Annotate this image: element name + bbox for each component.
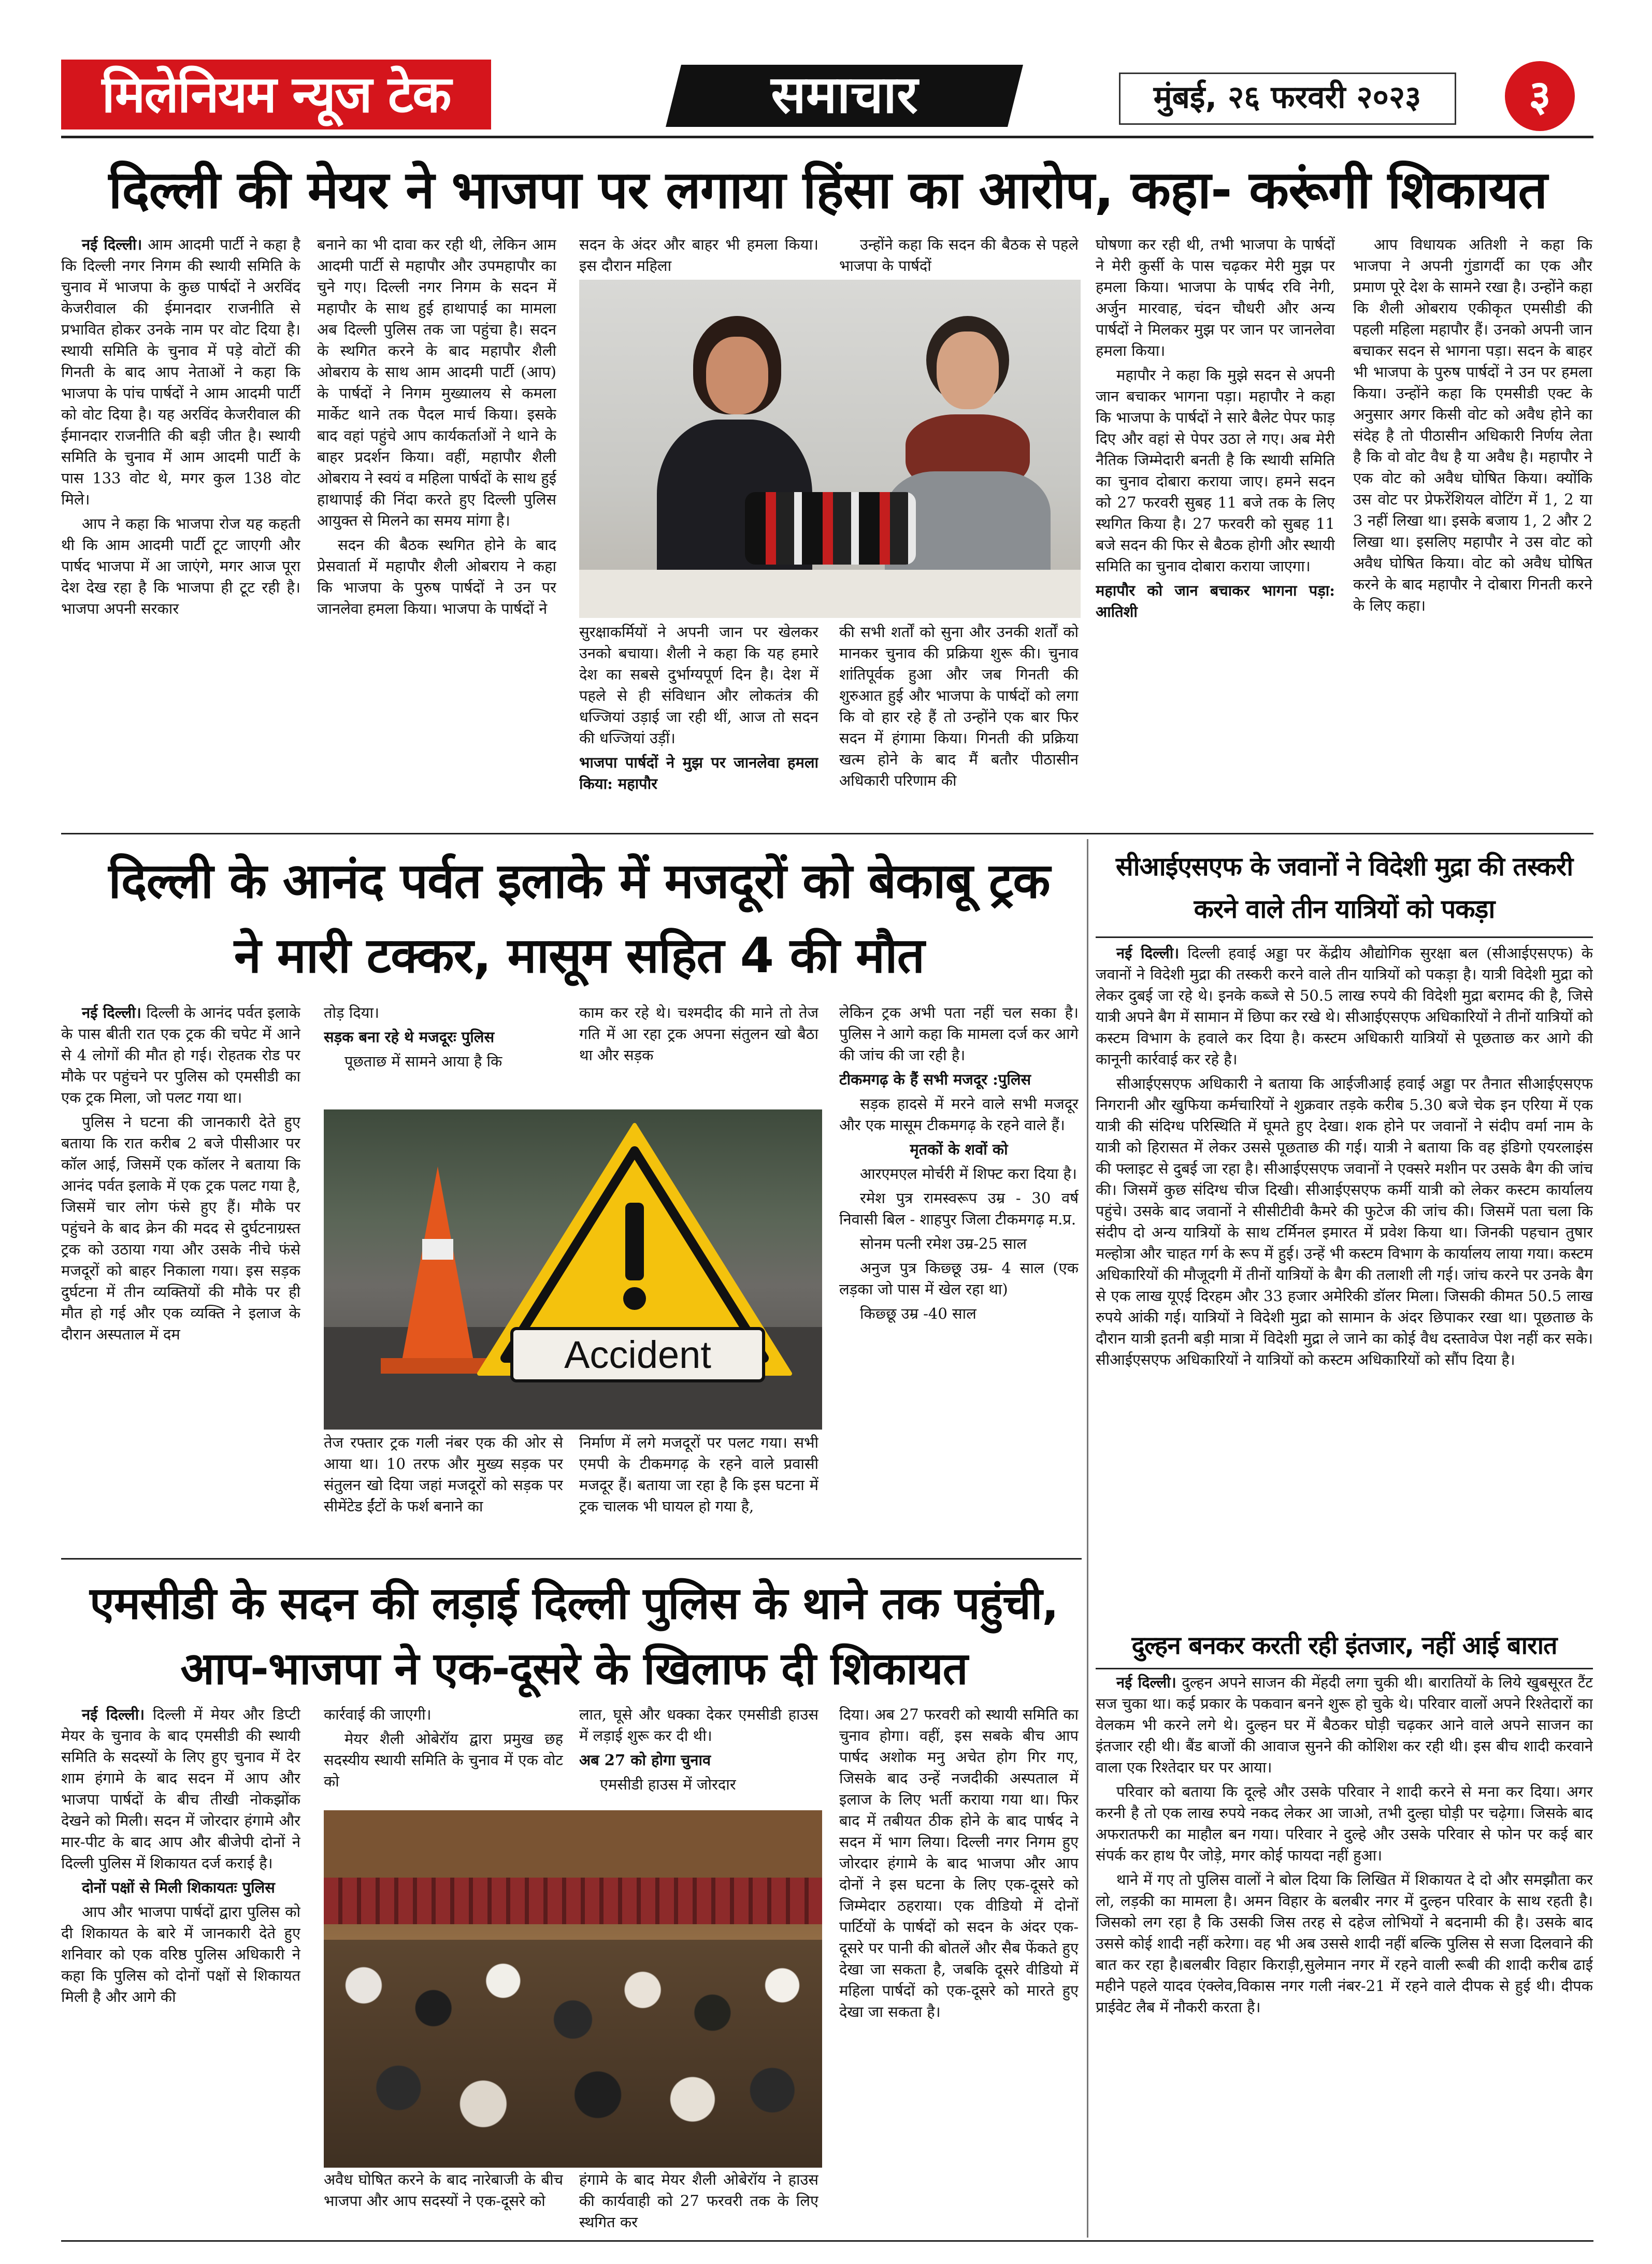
paragraph: अनुज पुत्र किछ्छू उम्र- 4 साल (एक लड़का जो पास में खेल रहा था): [839, 1259, 1079, 1298]
paragraph: लात, घूसे और धक्का देकर एमसीडी हाउस में लड़ाई शुरू कर दी थी।: [579, 1706, 818, 1744]
story5-headline: दुल्हन बनकर करती रही इंतजार, नहीं आई बारात: [1131, 1631, 1557, 1660]
story1-col2: [317, 234, 556, 826]
table: [579, 570, 1081, 618]
subheading: टीकमगढ़ के हैं सभी मजदूर :पुलिस: [839, 1071, 1031, 1088]
story4-col3-top: [579, 1704, 818, 1808]
paragraph: दिया। अब 27 फरवरी को स्थायी समिति का चुनाव होगा। वहीं, इस सबके बीच आप पार्षद अशोक मनु अचेत होग गिर गए, जिसके बाद उन्हें नजदीकी अस्पताल में इलाज के लिए भर्ती कराया गया था। फिर बाद में तबीयत ठीक होने के बाद पार्षद ने सदन में भाग लिया। दिल्ली नगर निगम हुए जोरदार हंगामे के बाद भाजपा और आप दोनों ने इस घटना के लिए एक-दूसरे को जिम्मेदार ठहराया। एक वीडियो में दोनों पार्टियों के पार्षदों को सदन के अंदर एक-दूसरे पर पानी की बोतलें और सैब फेंकते हुए देखा जा सकता है, जबकि दूसरे वीडियो में महिला पार्षदों को एक-दूसरे को मारते हुए देखा जा सकता है।: [839, 1706, 1079, 2021]
story4-col3-bottom: [579, 2169, 818, 2237]
story2-col2-top: [324, 1002, 563, 1106]
paragraph: मेयर शैली ओबेरॉय द्वारा प्रमुख छह सदस्यीय स्थायी समिति के चुनाव में एक वोट को: [324, 1730, 563, 1790]
story4-headline-line2: आप-भाजपा ने एक-दूसरे के खिलाफ दी शिकायत: [180, 1643, 968, 1695]
subheading: मृतकों के शवों को: [910, 1141, 1008, 1158]
paragraph: आप ने कहा कि भाजपा रोज यह कहती थी कि आम आदमी पार्टी टूट जाएगी और पार्षद भाजपा में आ जाएंगे, मगर आज पूरा देश देख रहा है कि भाजपा ही टूट रही है। भाजपा अपनी सरकार: [61, 515, 300, 617]
subheading: सड़क बना रहे थे मजदूरः पुलिस: [324, 1028, 495, 1046]
crowd: [324, 1940, 822, 2168]
paragraph: आप और भाजपा पार्षदों द्वारा पुलिस को दी शिकायत के बारे में जानकारी देते हुए शनिवार को एक वरिष्ठ पुलिस अधिकारी ने कहा कि पुलिस को दोनों पक्षों से शिकायत मिली है और आगे की: [61, 1903, 300, 2006]
story1-col3-bottom: [579, 622, 818, 826]
story1-col1: [61, 234, 300, 826]
story2-col2-bottom: [324, 1432, 563, 1552]
accident-photo: [324, 1109, 822, 1430]
paragraph: थाने में गए तो पुलिस वालों ने बोल दिया कि लिखित में शिकायत दे दो और समझौता कर लो, लड़की का मामला है। अमन विहार के बलबीर नगर में दुल्हन परिवार के साथ रहती है। जिसको लग रहा है कि उसकी जिस तरह से दहेज लोभियों ने बदनामी की है। उसके बाद उससे कोई शादी नहीं करेगा। वह भी अब उससे शादी नहीं बल्कि पुलिस से सजा दिलवाने की बात कर रहा है।बलबीर विहार किराड़ी,सुलेमान नगर में रहने वाली रूबी की शादी करीब ढाई महीने पहले यादव एंक्लेव,विकास नगर गली नंबर-21 में रहने वाले दीपक से हुई थी। दीपक प्राईवेट लैब में नौकरी करता है।: [1096, 1871, 1593, 2016]
cone-stripe: [422, 1239, 453, 1260]
story1-col4-bottom: [839, 622, 1079, 826]
story4-col1: [61, 1704, 300, 2232]
gallery-seats: [324, 1878, 822, 1924]
paragraph: सुरक्षाकर्मियों ने अपनी जान पर खेलकर उनको बचाया। शैली ने कहा कि यह हमारे देश का सबसे दुर्भाग्यपूर्ण दिन है। देश में पहले से ही संविधान और लोकतंत्र की धज्जियां उड़ाई जा रही थीं, आज तो सदन की धज्जियां उड़ीं।: [579, 623, 818, 747]
subheading: महापौर को जान बचाकर भागना पड़ा: आतिशी: [1096, 582, 1335, 621]
paragraph: सदन के अंदर और बाहर भी हमला किया। इस दौरान महिला: [579, 236, 818, 275]
paragraph: लेकिन ट्रक अभी पता नहीं चल सका है। पुलिस ने आगे कहा कि मामला दर्ज कर आगे की जांच की जा रही है।: [839, 1004, 1079, 1064]
story3-body: [1096, 943, 1593, 1611]
accident-label-text: Accident: [564, 1333, 711, 1376]
page-number: ३: [1529, 71, 1551, 121]
paragraph: दिल्ली हवाई अड्डा पर केंद्रीय औद्योगिक सुरक्षा बल (सीआईएसएफ) के जवानों ने विदेशी मुद्रा की तस्करी करने वाले तीन यात्रियों को पकड़ा है। यात्री विदेशी मुद्रा को लेकर दुबई जा रहे थे। इनके कब्जे से 50.5 लाख रुपये की विदेशी मुद्रा बरामद की है, जिसे यात्री अपने बैग में सामान में छिपा कर रखे थे। सीआईएसएफ अधिकारियों ने तीनों यात्रियों को कस्टम विभाग के हवाले कर दिया है। कस्टम अधिकारी यात्रियों से पूछताछ कर आगे की कानूनी कार्रवाई कर रहे है।: [1096, 944, 1593, 1068]
paragraph: सोनम पत्नी रमेश उम्र-25 साल: [860, 1235, 1027, 1252]
story5-headline-rule: [1096, 1668, 1593, 1669]
press-conference-photo: [579, 280, 1081, 618]
paragraph: महापौर ने कहा कि मुझे सदन से अपनी जान बचाकर भागना पड़ा। महापौर ने कहा कि भाजपा के पार्षदों ने सारे बैलेट पेपर फाड़ दिए और वहां से पेपर उठा ले गए। अब मेरी नैतिक जिम्मेदारी बनती है कि स्थायी समिति का चुनाव दोबारा कराया जाए। हमने सदन को 27 फरवरी सुबह 11 बजे तक के लिए स्थगित किया है। 27 फरवरी को सुबह 11 बजे सदन की फिर से बैठक होगी और स्थायी समिति का चुनाव दोबारा कराया जाएगा।: [1096, 366, 1335, 575]
story5-body: [1096, 1672, 1593, 2238]
story1-col6: [1353, 234, 1592, 826]
paragraph: हंगामे के बाद मेयर शैली ओबेरॉय ने हाउस की कार्यवाही को 27 फरवरी तक के लिए स्थगित कर: [579, 2171, 818, 2231]
dateline: नई दिल्ली।: [82, 236, 142, 253]
dateline: नई दिल्ली।: [82, 1706, 145, 1723]
paragraph: सीआईएसएफ अधिकारी ने बताया कि आईजीआई हवाई अड्डा पर तैनात सीआईएसएफ निगरानी और खुफिया कर्मचारियों ने शुक्रवार तड़के करीब 5.30 बजे चेक इन एरिया में एक यात्री की संदिग्ध परिस्थिति में घूमते हुए देखा। शक होने पर जवानों ने संदीप वर्मा नाम के यात्री को हिरासत में लेकर उससे पूछताछ की गई। यात्री ने बताया कि वह इंडिगो एयरलाइंस की फ्लाइट से दुबई जा रहा है। सीआईएसएफ जवानों ने एक्सरे मशीन पर उसके बैग की जांच की। जिसमें कुछ संदिग्ध चीज दिखी। सीआईएसएफ कर्मी यात्री को लेकर कस्टम कार्यालय पहुंचे। उसके बाद जवानों ने सीसीटीवी कैमरे की फुटेज की जांच की। जिसमें पता चला कि संदीप दो अन्य यात्रियों के साथ टर्मिनल इमारत में प्रवेश किया था। जिनकी पहचान तुषार मल्होत्रा और चाहत गर्ग के रूप में हुई। उन्हें भी कस्टम विभाग के कार्यालय लाया गया। कस्टम अधिकारियों की मौजूदगी में तीनों यात्रियों के बैग की तलाशी ली गई। जांच करने पर उनके बैग से एक लाख यूएई दिरहम और 33 हजार अमेरिकी डॉलर मिला। जिसकी कीमत 50.5 लाख रुपये आंकी गई। यात्रियों ने विदेशी मुद्रा को सामान के अंदर छिपाकर रखा था। पूछताछ के दौरान यात्री इतनी बड़ी मात्रा में विदेशी मुद्रा ले जाने का कोई वैध दस्तावेज पेश नहीं कर सके। सीआईएसएफ अधिकारियों ने यात्रियों को कस्टम अधिकारियों को सौंप दिया है।: [1096, 1075, 1593, 1368]
paragraph: कार्रवाई की जाएगी।: [324, 1706, 432, 1723]
story3-headline: सीआईएसएफ के जवानों ने विदेशी मुद्रा की तस्करी करने वाले तीन यात्रियों को पकड़ा: [1115, 852, 1573, 924]
paragraph: आम आदमी पार्टी ने कहा है कि दिल्ली नगर निगम की स्थायी समिति के चुनाव में भाजपा के कुछ पार्षदों ने अरविंद केजरीवाल की ईमानदार राजनीति से प्रभावित होकर उनके नाम पर वोट दिया है। स्थायी समिति के चुनाव में पड़े वोटों की गिनती के बाद आप नेताओं ने कहा कि भाजपा के पांच पार्षदों ने आम आदमी पार्टी को वोट दिया है। यह अरविंद केजरीवाल की ईमानदार राजनीति की बड़ी जीत है। स्थायी समिति के चुनाव में आम आदमी पार्टी के पास 133 वोट थे, मगर कुल 138 वोट मिले।: [61, 236, 300, 508]
paragraph: बनाने का भी दावा कर रही थी, लेकिन आम आदमी पार्टी से महापौर और उपमहापौर का चुने गए। दिल्ली नगर निगम के सदन में महापौर के साथ हुई हाथापाई का मामला अब दिल्ली पुलिस तक जा पहुंचा है। सदन के स्थगित करने के बाद महापौर शैली ओबराय के साथ आम आदमी पार्टी (आप) के पार्षदों ने निगम मुख्यालय से कमला मार्केट थाने तक पैदल मार्च किया। इसके बाद वहां पहुंचे आप कार्यकर्ताओं ने थाने के बाहर प्रदर्शन किया। वहीं, महापौर शैली ओबराय ने स्वयं व महिला पार्षदों के साथ हुई हाथापाई की निंदा करते हुए दिल्ली पुलिस आयुक्त से मिलने का समय मांगा है।: [317, 236, 556, 529]
paragraph: आरएमएल मोर्चरी में शिफ्ट करा दिया है।: [860, 1165, 1077, 1183]
paragraph: दिल्ली के आनंद पर्वत इलाके के पास बीती रात एक ट्रक की चपेट में आने से 4 लोगों की मौत हो गई। रोहतक रोड पर मौके पर पहुंचने पर पुलिस को एमसीडी का एक ट्रक मिला, जो पलट गया था।: [61, 1004, 300, 1106]
paragraph: दिल्ली में मेयर और डिप्टी मेयर के चुनाव के बाद एमसीडी की स्थायी समिति के सदस्यों के लिए हुए चुनाव में देर शाम हंगामे के बाद सदन में आप और भाजपा पार्षदों के बीच तीखी नोकझोंक देखने को मिली। सदन में जोरदार हंगामे और मार-पीट के बाद आप और बीजेपी दोनों ने दिल्ली पुलिस में शिकायत दर्ज कराई है।: [61, 1706, 300, 1872]
story2-headline-line2: ने मारी टक्कर, मासूम सहित 4 की मौत: [234, 928, 925, 984]
dateline: नई दिल्ली।: [1116, 944, 1180, 962]
paragraph: एमसीडी हाउस में जोरदार: [600, 1776, 736, 1793]
paragraph: तोड़ दिया।: [324, 1004, 380, 1021]
paragraph: की सभी शर्तों को सुना और उनकी शर्तों को मानकर चुनाव की प्रक्रिया शुरू की। चुनाव शांतिपूर्वक हुआ और जब गिनती की शुरुआत हुई और भाजपा के पार्षदों को लगा कि वो हार रहे हैं तो उन्होंने एक बार फिर सदन में हंगामा किया। गिनती की प्रक्रिया खत्म होने के बाद मैं बतौर पीठासीन अधिकारी परिणाम की: [839, 623, 1079, 789]
story2-col4: [839, 1002, 1079, 1552]
paragraph: घोषणा कर रही थी, तभी भाजपा के पार्षदों ने मेरी कुर्सी के पास चढ़कर मेरी मुझ पर हमला किया। भाजपा के पार्षद रवि नेगी, अर्जुन मारवाह, चंदन चौधरी और अन्य पार्षदों ने मिलकर मुझ पर जान पर जानलेवा हमला किया।: [1096, 236, 1335, 359]
story1-col5: [1096, 234, 1335, 826]
assembly-photo: [324, 1810, 822, 2168]
paragraph: पूछताछ में सामने आया है कि: [344, 1052, 502, 1070]
paragraph: निर्माण में लगे मजदूरों पर पलट गया। सभी एमपी के टीकमगढ़ के रहने वाले प्रवासी मजदूर हैं। बताया जा रहा है कि इस घटना में ट्रक चालक भी घायल हो गया है,: [579, 1434, 818, 1515]
subheading: दोनों पक्षों से मिली शिकायतः पुलिस: [82, 1879, 275, 1896]
paragraph: किछ्छू उम्र -40 साल: [860, 1305, 976, 1322]
paragraph: काम कर रहे थे। चश्मदीद की माने तो तेज गति में आ रहा ट्रक अपना संतुलन खो बैठा था और सड़क: [579, 1004, 818, 1064]
story2-headline-line1: दिल्ली के आनंद पर्वत इलाके में मजदूरों को बेकाबू ट्रक: [108, 853, 1050, 910]
brand-name: मिलेनियम न्यूज टेक: [102, 65, 451, 124]
story1-col4-top: [839, 234, 1079, 278]
woman-right-figure: [885, 316, 1051, 611]
story2-col3-top: [579, 1002, 818, 1106]
section-title: समाचार: [771, 64, 918, 125]
face: [937, 331, 999, 409]
footer-rule: [61, 2240, 1593, 2242]
section-rule: [61, 1558, 1082, 1560]
masthead: [0, 0, 1652, 124]
subheading: अब 27 को होगा चुनाव: [579, 1751, 711, 1769]
column-divider: [1087, 839, 1088, 2238]
dateline: नई दिल्ली।: [1116, 1674, 1176, 1691]
paragraph: तेज रफ्तार ट्रक गली नंबर एक की ओर से आया था। 10 तरफ और मुख्य सड़क पर संतुलन खो दिया जहां मजदूरों को सड़क पर सीमेंटेड ईंटों के फर्श बनाने का: [324, 1434, 563, 1515]
story2-col1: [61, 1002, 300, 1552]
paragraph: पुलिस ने घटना की जानकारी देते हुए बताया कि रात करीब 2 बजे पीसीआर पर कॉल आई, जिसमें एक कॉलर ने बताया कि आनंद पर्वत इलाके में एक ट्रक पलट गया है, जिसमें चार लोग फंसे हुए हैं। मौके पर पहुंचने के बाद क्रेन की मदद से दुर्घटनाग्रस्त ट्रक को उठाया गया और उसके नीचे फंसे मजदूरों को बाहर निकाला गया। इस सड़क दुर्घटना में तीन व्यक्तियों की मौके पर ही मौत हो गई और एक व्यक्ति ने इलाज के दौरान अस्पताल में दम: [61, 1113, 300, 1343]
paragraph: सड़क हादसे में मरने वाले सभी मजदूर और एक मासूम टीकमगढ़ के रहने वाले हैं।: [839, 1095, 1079, 1134]
paragraph: अवैध घोषित करने के बाद नारेबाजी के बीच भाजपा और आप सदस्यों ने एक-दूसरे को: [324, 2171, 563, 2210]
paragraph: उन्होंने कहा कि सदन की बैठक से पहले भाजपा के पार्षदों: [839, 236, 1079, 275]
story1-col3-top: [579, 234, 818, 278]
story2-col3-bottom: [579, 1432, 818, 1552]
microphones: [745, 492, 916, 565]
paragraph: दुल्हन अपने साजन की मेंहदी लगा चुकी थी। बारातियों के लिये खुबसूरत टैंट सज चुका था। कई प्रकार के पकवान बनने शुरू हो चुके थे। परिवार वालों अपने रिश्तेदारों का वेलकम भी करने लगे थे। दुल्हन घर में बैठकर घोड़ी चढ़कर आने वाले अपने साजन का इंतजार रही थी। बैंड बाजों की आवाज सुनने की कोशिश कर रही थी। इस बीच शादी करवाने वाला एक रिश्तेदार घर पर आया।: [1096, 1674, 1593, 1776]
story4-col4: [839, 1704, 1079, 2238]
story4-col2-bottom: [324, 2169, 563, 2237]
dateline: नई दिल्ली।: [82, 1004, 141, 1021]
section-rule: [61, 833, 1593, 834]
story4-headline-line1: एमसीडी के सदन की लड़ाई दिल्ली पुलिस के थाने तक पहुंची,: [90, 1578, 1058, 1629]
subheading: भाजपा पार्षदों ने मुझ पर जानलेवा हमला किया: महापौर: [579, 754, 818, 792]
issue-date: मुंबई, २६ फरवरी २०२३: [1153, 79, 1421, 116]
wall-panel: [324, 1810, 822, 1878]
traffic-cone: [401, 1166, 474, 1363]
paragraph: आप विधायक अतिशी ने कहा कि भाजपा ने अपनी गुंडागर्दी का एक और प्रमाण पूरे देश के सामने रखा है। उन्होंने कहा कि शैली ओबराय एकीकृत एमसीडी की पहली महिला महापौर हैं। उनको अपनी जान बचाकर सदन से भागना पड़ा। सदन के बाहर भी भाजपा के पुरुष पार्षदों ने उन पर हमला किया। उन्होंने कहा कि एमसीडी एक्ट के अनुसार अगर किसी वोट को अवैध होने का संदेह है तो पीठासीन अधिकारी निर्णय लेता है कि वो वोट वैध है या अवैध है। महापौर ने एक वोट को अवैध घोषित किया। क्योंकि उस वोट पर प्रेफरेंशियल वोटिंग में 1, 2 या 3 नहीं लिखा था। इसके बजाय 1, 2 और 2 लिखा था। इसलिए महापौर ने उस वोट को अवैध घोषित किया। वोट को अवैध घोषित करने के बाद महापौर ने दोबारा गिनती करने के लिए कहा।: [1353, 236, 1592, 614]
paragraph: रमेश पुत्र रामस्वरूप उम्र - 30 वर्ष निवासी बिल - शाहपुर जिला टीकमगढ़ म.प्र.: [839, 1189, 1079, 1228]
story4-col2-top: [324, 1704, 563, 1808]
paragraph: सदन की बैठक स्थगित होने के बाद प्रेसवार्ता में महापौर शैली ओबराय ने कहा कि भाजपा के पुरुष पार्षदों ने उन पर जानलेवा हमला किया। भाजपा के पार्षदों ने: [317, 536, 556, 617]
paragraph: परिवार को बताया कि दूल्हे और उसके परिवार ने शादी करने से मना कर दिया। अगर करनी है तो एक लाख रुपये नकद लेकर आ जाओ, तभी दुल्हा घोड़ी पर चढ़ेगा। जिसके बाद अफरातफरी का माहौल बन गया। परिवार ने दुल्हे और उसके परिवार से फोन पर कई बार संपर्क कर हाथ पैर जोड़े, मगर कोई फायदा नहीं हुआ।: [1096, 1783, 1593, 1864]
face: [706, 337, 768, 414]
story1-headline: दिल्ली की मेयर ने भाजपा पर लगाया हिंसा का आरोप, कहा- करूंगी शिकायत: [108, 160, 1547, 220]
story3-headline-rule: [1096, 936, 1593, 938]
masthead-rule: [61, 136, 1593, 138]
